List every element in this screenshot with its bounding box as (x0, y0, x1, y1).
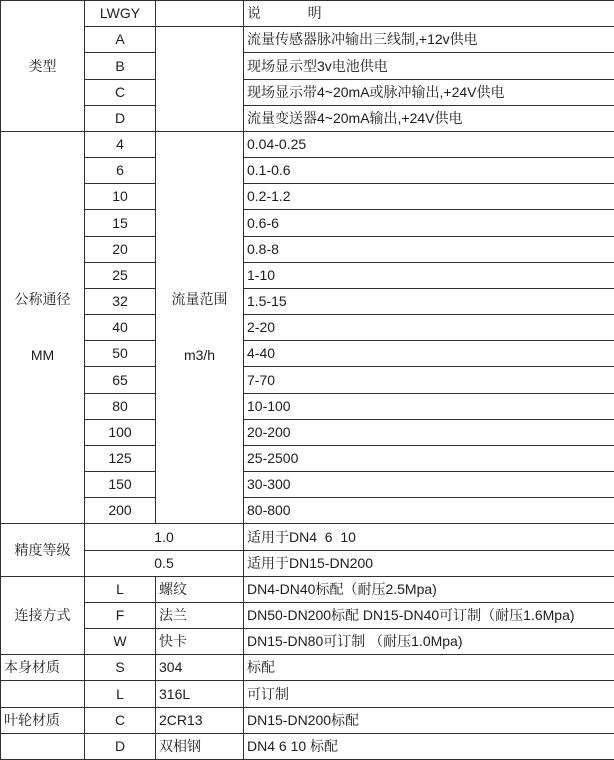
range-cell: 0.8-8 (244, 236, 614, 262)
material-name-cell: 2CR13 (156, 707, 244, 733)
connection-code-cell: W (85, 629, 156, 655)
range-cell: 30-300 (244, 472, 614, 498)
dn-cell: 15 (85, 210, 156, 236)
category-label-line2: MM (30, 347, 55, 364)
category-cell-diameter (1, 131, 85, 524)
range-cell: 0.04-0.25 (244, 131, 614, 157)
dn-cell: 80 (85, 393, 156, 419)
table-row (1, 681, 614, 707)
type-code-cell: D (85, 105, 156, 131)
range-cell: 1.5-15 (244, 288, 614, 314)
category-cell-type: 类型 (1, 1, 85, 132)
range-cell: 20-200 (244, 419, 614, 445)
table-row (1, 27, 614, 53)
accuracy-desc-cell: 适用于DN15-DN200 (244, 550, 614, 576)
connection-code-cell: F (85, 602, 156, 628)
table-row (1, 288, 614, 314)
type-desc-cell: 流量变送器4~20mA输出,+24V供电 (244, 105, 614, 131)
dn-cell: 6 (85, 158, 156, 184)
range-cell: 1-10 (244, 262, 614, 288)
table-row (1, 315, 614, 341)
category-cell-accuracy: 精度等级 (1, 524, 85, 576)
category-cell-empty (1, 681, 85, 707)
table-row (1, 367, 614, 393)
table-row (1, 445, 614, 471)
accuracy-value-cell: 0.5 (85, 550, 244, 576)
table-row (1, 524, 614, 550)
empty-cell (156, 27, 244, 132)
material-desc-cell: DN15-DN200标配 (244, 707, 614, 733)
range-cell: 10-100 (244, 393, 614, 419)
material-name-cell: 316L (156, 681, 244, 707)
table-row (1, 105, 614, 131)
dn-cell: 65 (85, 367, 156, 393)
range-cell: 0.2-1.2 (244, 184, 614, 210)
accuracy-value-cell: 1.0 (85, 524, 244, 550)
connection-code-cell: L (85, 576, 156, 602)
accuracy-desc-cell: 适用于DN4 6 10 (244, 524, 614, 550)
table-row (1, 262, 614, 288)
connection-name-cell: 快卡 (156, 629, 244, 655)
range-cell: 80-800 (244, 498, 614, 524)
table-row (1, 602, 614, 628)
table-row (1, 158, 614, 184)
table-row (1, 184, 614, 210)
table-row (1, 79, 614, 105)
table-row (1, 131, 614, 157)
material-code-cell: C (85, 707, 156, 733)
type-code-cell: B (85, 53, 156, 79)
flow-range-line2: m3/h (183, 347, 216, 364)
table-row (1, 1, 614, 27)
material-code-cell: L (85, 681, 156, 707)
dn-cell: 125 (85, 445, 156, 471)
dn-cell: 4 (85, 131, 156, 157)
category-cell-empty (1, 733, 85, 759)
table-row (1, 210, 614, 236)
connection-desc-cell: DN15-DN80可订制 （耐压1.0Mpa) (244, 629, 614, 655)
type-code-cell: A (85, 27, 156, 53)
table-row (1, 393, 614, 419)
range-cell: 2-20 (244, 315, 614, 341)
table-row (1, 236, 614, 262)
dn-cell: 40 (85, 315, 156, 341)
dn-cell: 10 (85, 184, 156, 210)
material-desc-cell: DN4 6 10 标配 (244, 733, 614, 759)
dn-cell: 32 (85, 288, 156, 314)
table-row (1, 707, 614, 733)
table-row (1, 341, 614, 367)
table-row (1, 733, 614, 759)
category-label-line1: 公称通径 (14, 291, 71, 308)
table-row (1, 655, 614, 681)
material-desc-cell: 可订制 (244, 681, 614, 707)
category-cell-body-material: 本身材质 (1, 655, 85, 681)
range-cell: 25-2500 (244, 445, 614, 471)
connection-desc-cell: DN4-DN40标配（耐压2.5Mpa) (244, 576, 614, 602)
connection-desc-cell: DN50-DN200标配 DN15-DN40可订制（耐压1.6Mpa) (244, 602, 614, 628)
desc-header-cell: 说 明 (244, 1, 614, 27)
range-cell: 0.6-6 (244, 210, 614, 236)
dn-cell: 200 (85, 498, 156, 524)
type-desc-cell: 流量传感器脉冲输出三线制,+12v供电 (244, 27, 614, 53)
category-cell-impeller-material: 叶轮材质 (1, 707, 85, 733)
flow-range-label-cell (156, 131, 244, 524)
dn-cell: 100 (85, 419, 156, 445)
type-desc-cell: 现场显示型3v电池供电 (244, 53, 614, 79)
material-name-cell: 304 (156, 655, 244, 681)
range-cell: 4-40 (244, 341, 614, 367)
type-code-cell: C (85, 79, 156, 105)
table-row (1, 472, 614, 498)
type-desc-cell: 现场显示带4~20mA或脉冲输出,+24V供电 (244, 79, 614, 105)
dn-cell: 50 (85, 341, 156, 367)
table-row (1, 629, 614, 655)
table-row (1, 498, 614, 524)
material-name-cell: 双相钢 (156, 733, 244, 759)
table-row (1, 53, 614, 79)
material-desc-cell: 标配 (244, 655, 614, 681)
category-cell-connection: 连接方式 (1, 576, 85, 655)
table-row (1, 419, 614, 445)
range-cell: 7-70 (244, 367, 614, 393)
flow-range-line1: 流量范围 (171, 291, 228, 308)
range-cell: 0.1-0.6 (244, 158, 614, 184)
dn-cell: 25 (85, 262, 156, 288)
material-code-cell: S (85, 655, 156, 681)
dn-cell: 150 (85, 472, 156, 498)
connection-name-cell: 法兰 (156, 602, 244, 628)
empty-cell (156, 1, 244, 27)
table-row (1, 576, 614, 602)
connection-name-cell: 螺纹 (156, 576, 244, 602)
dn-cell: 20 (85, 236, 156, 262)
model-code-cell: LWGY (85, 1, 156, 27)
material-code-cell: D (85, 733, 156, 759)
table-row (1, 550, 614, 576)
